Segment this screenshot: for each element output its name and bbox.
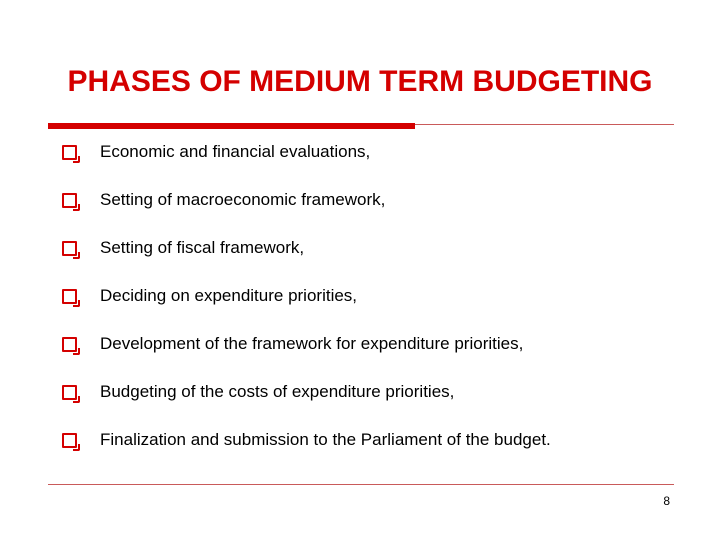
hollow-square-bullet-icon: [62, 193, 77, 208]
bullet-text: Budgeting of the costs of expenditure priorities,: [100, 382, 455, 401]
list-item: [62, 283, 702, 331]
footer-divider: [48, 484, 674, 485]
title-underline-thick: [48, 123, 415, 129]
hollow-square-bullet-icon: [62, 289, 77, 304]
hollow-square-bullet-icon: [62, 433, 77, 448]
list-item: [62, 331, 702, 379]
bullet-text: Development of the framework for expenditure priorities,: [100, 334, 524, 353]
hollow-square-bullet-icon: [62, 337, 77, 352]
bullet-text: Finalization and submission to the Parliament of the budget.: [100, 430, 551, 449]
bullet-text: Economic and financial evaluations,: [100, 142, 371, 161]
list-item: [62, 139, 702, 187]
list-item: [62, 379, 702, 427]
bullet-text: Setting of fiscal framework,: [100, 238, 305, 257]
bullet-text: Setting of macroeconomic framework,: [100, 190, 386, 209]
hollow-square-bullet-icon: [62, 241, 77, 256]
hollow-square-bullet-icon: [62, 145, 77, 160]
list-item: [62, 187, 702, 235]
list-item: [62, 427, 702, 475]
bullet-text: Deciding on expenditure priorities,: [100, 286, 358, 305]
list-item: [62, 235, 702, 283]
slide-title: PHASES OF MEDIUM TERM BUDGETING: [67, 65, 653, 98]
hollow-square-bullet-icon: [62, 385, 77, 400]
bullet-list: [62, 139, 702, 475]
slide-number: 8: [663, 494, 670, 508]
